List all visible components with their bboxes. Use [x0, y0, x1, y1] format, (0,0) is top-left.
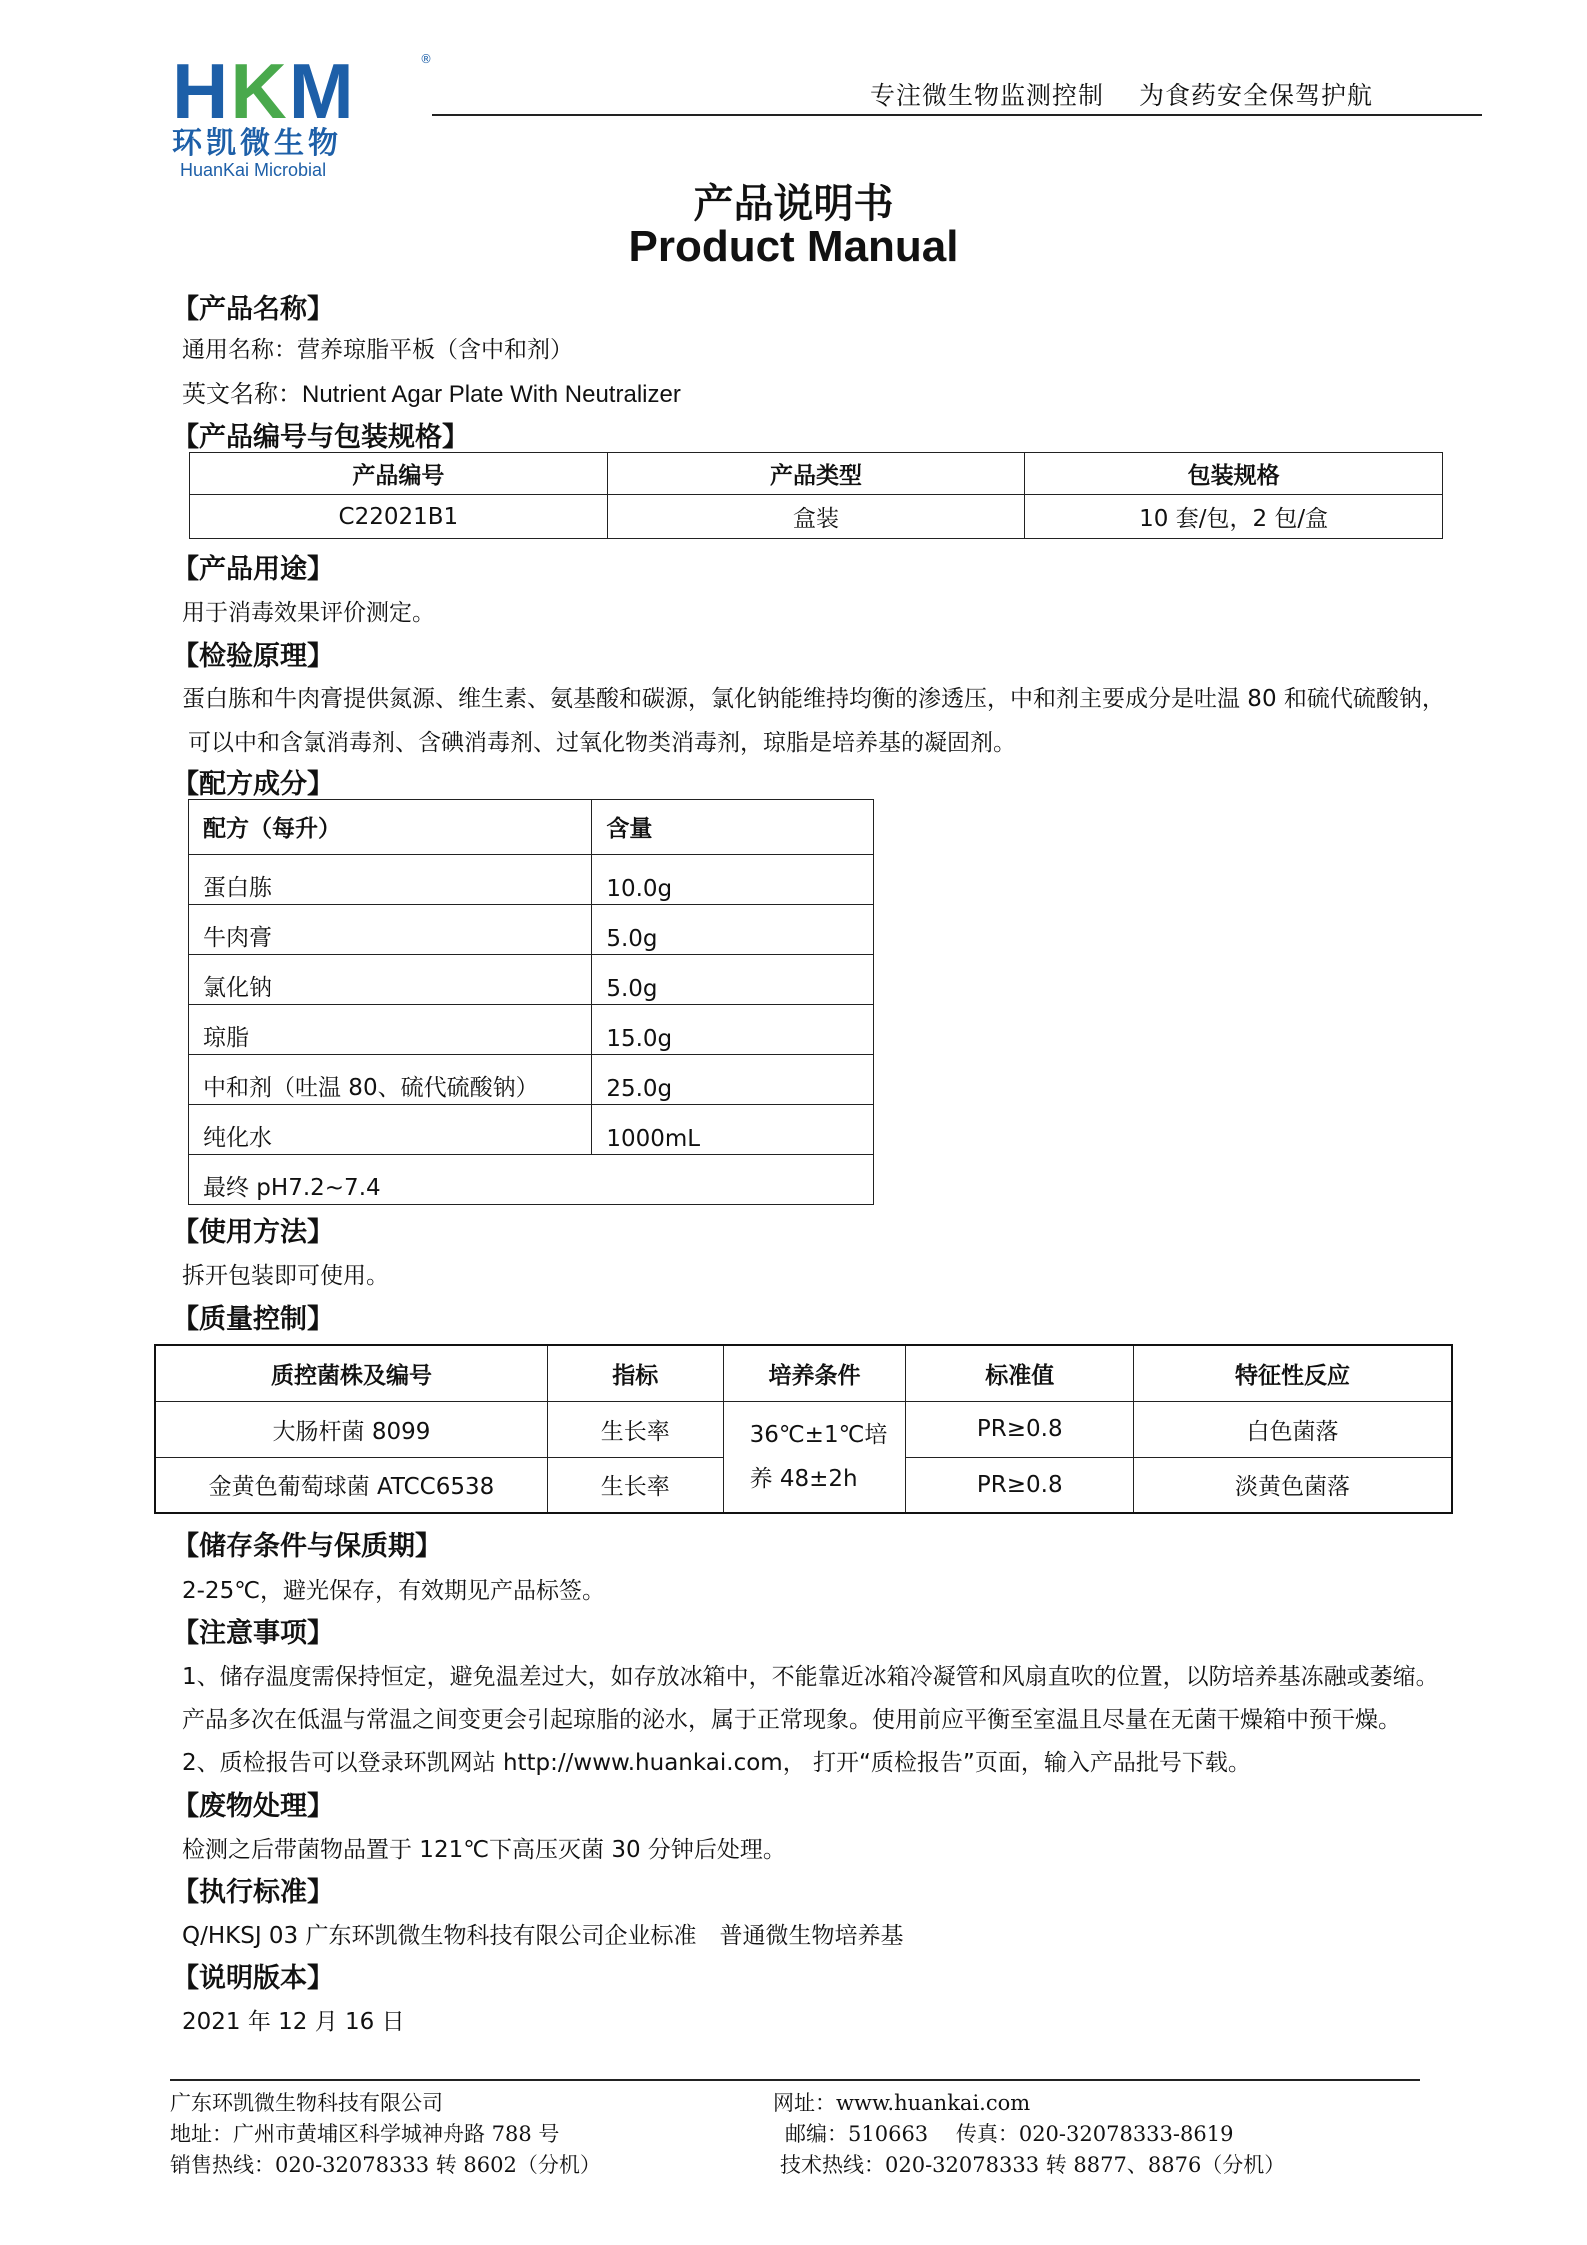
logo-english-name: HuanKai Microbial [180, 160, 327, 180]
indicator: 生长率 [547, 1457, 723, 1513]
table-header-row [189, 800, 874, 855]
footer-company: 广东环凯微生物科技有限公司 [170, 2091, 443, 2115]
standard-text: Q/HKSJ 03 广东环凯微生物科技有限公司企业标准 普通微生物培养基 [182, 1923, 904, 1949]
logo-mark: HKM [172, 47, 356, 135]
column-header: 包装规格 [1025, 453, 1443, 495]
table-row [189, 905, 874, 955]
section-heading-product-name: 【产品名称】 [172, 294, 334, 325]
package-spec: 10 套/包，2 包/盒 [1025, 495, 1443, 539]
section-heading-qc: 【质量控制】 [172, 1304, 334, 1335]
indicator: 生长率 [547, 1401, 723, 1457]
section-heading-principle: 【检验原理】 [172, 641, 334, 672]
disposal-text: 检测之后带菌物品置于 121℃下高压灭菌 30 分钟后处理。 [182, 1837, 786, 1863]
company-logo [172, 47, 432, 180]
column-header: 质控菌株及编号 [155, 1345, 547, 1401]
section-heading-usage: 【产品用途】 [172, 554, 334, 585]
characteristic-reaction: 淡黄色菌落 [1134, 1457, 1452, 1513]
section-heading-method: 【使用方法】 [172, 1217, 334, 1248]
principle-line-2: 可以中和含氯消毒剂、含碘消毒剂、过氧化物类消毒剂，琼脂是培养基的凝固剂。 [188, 730, 1016, 756]
ingredient: 琼脂 [189, 1005, 592, 1055]
section-heading-formula: 【配方成分】 [172, 769, 334, 800]
table-row [189, 855, 874, 905]
page-title-en: Product Manual [628, 222, 959, 271]
column-header: 指标 [547, 1345, 723, 1401]
strain: 大肠杆菌 8099 [155, 1401, 547, 1457]
column-header: 含量 [592, 800, 874, 855]
table-row [189, 1005, 874, 1055]
table-row [189, 1055, 874, 1105]
characteristic-reaction: 白色菌落 [1134, 1401, 1452, 1457]
section-heading-version: 【说明版本】 [172, 1963, 334, 1994]
slogan: 专注微生物监测控制 为食药安全保驾护航 [870, 81, 1373, 110]
table-row [189, 955, 874, 1005]
ingredient: 中和剂（吐温 80、硫代硫酸钠） [189, 1055, 592, 1105]
notes-line-3: 2、质检报告可以登录环凯网站 http://www.huankai.com， 打开“质检报告”页面，输入产品批号下载。 [182, 1750, 1251, 1776]
storage-text: 2-25℃，避光保存，有效期见产品标签。 [182, 1578, 606, 1604]
version-date: 2021 年 12 月 16 日 [182, 2009, 405, 2035]
standard-value: PR≥0.8 [906, 1457, 1134, 1513]
logo-chinese-name: 环凯微生物 [172, 126, 342, 161]
header-divider [432, 114, 1482, 116]
table-row [155, 1401, 1452, 1457]
section-heading-disposal: 【废物处理】 [172, 1791, 334, 1822]
amount: 1000mL [592, 1105, 874, 1155]
column-header: 培养条件 [723, 1345, 906, 1401]
section-heading-storage: 【储存条件与保质期】 [172, 1531, 442, 1562]
table-row [189, 1155, 874, 1205]
amount: 5.0g [592, 955, 874, 1005]
strain: 金黄色葡萄球菌 ATCC6538 [155, 1457, 547, 1513]
product-type: 盒装 [607, 495, 1025, 539]
ingredient: 纯化水 [189, 1105, 592, 1155]
method-text: 拆开包装即可使用。 [182, 1263, 389, 1289]
section-heading-notes: 【注意事项】 [172, 1618, 334, 1649]
section-heading-standard: 【执行标准】 [172, 1877, 334, 1908]
formula-table [188, 799, 874, 1205]
packaging-table [189, 452, 1443, 539]
ingredient: 氯化钠 [189, 955, 592, 1005]
ingredient: 蛋白胨 [189, 855, 592, 905]
footer-divider [170, 2079, 1420, 2081]
notes-line-2: 产品多次在低温与常温之间变更会引起琼脂的泌水，属于正常现象。使用前应平衡至室温且尽量在无菌干燥箱中预干燥。 [182, 1707, 1401, 1733]
section-heading-packaging: 【产品编号与包装规格】 [172, 422, 469, 453]
principle-line-1: 蛋白胨和牛肉膏提供氮源、维生素、氨基酸和碳源，氯化钠能维持均衡的渗透压，中和剂主要成分是吐温 80 和硫代硫酸钠， [182, 686, 1445, 712]
culture-condition-line-1: 36℃±1℃培 [749, 1421, 888, 1448]
amount: 5.0g [592, 905, 874, 955]
footer-website[interactable]: 网址：www.huankai.com [773, 2091, 1031, 2115]
qc-table [154, 1344, 1453, 1514]
registered-mark: ® [420, 52, 432, 66]
culture-condition [723, 1401, 906, 1513]
footer-address: 地址：广州市黄埔区科学城神舟路 788 号 [170, 2122, 560, 2146]
column-header: 特征性反应 [1134, 1345, 1452, 1401]
column-header: 产品类型 [607, 453, 1025, 495]
column-header: 标准值 [906, 1345, 1134, 1401]
footer-sales-hotline: 销售热线：020-32078333 转 8602（分机） [170, 2153, 601, 2177]
ingredient: 牛肉膏 [189, 905, 592, 955]
footer-postcode-fax: 邮编：510663 传真：020-32078333-8619 [785, 2122, 1234, 2146]
column-header: 配方（每升） [189, 800, 592, 855]
table-header-row [155, 1345, 1452, 1401]
amount: 25.0g [592, 1055, 874, 1105]
table-row [189, 1105, 874, 1155]
common-name: 通用名称：营养琼脂平板（含中和剂） [182, 337, 573, 363]
table-header-row [190, 453, 1443, 495]
footer-tech-hotline: 技术热线：020-32078333 转 8877、8876（分机） [780, 2153, 1286, 2177]
page-title-cn: 产品说明书 [693, 181, 894, 227]
usage-text: 用于消毒效果评价测定。 [182, 600, 435, 626]
english-name: 英文名称：Nutrient Agar Plate With Neutralizer [182, 381, 681, 408]
final-ph: 最终 pH7.2~7.4 [189, 1155, 874, 1205]
culture-condition-line-2: 养 48±2h [749, 1465, 858, 1492]
amount: 15.0g [592, 1005, 874, 1055]
column-header: 产品编号 [190, 453, 608, 495]
notes-line-1: 1、储存温度需保持恒定，避免温差过大，如存放冰箱中，不能靠近冰箱冷凝管和风扇直吹的位置，以防培养基冻融或萎缩。 [182, 1664, 1439, 1690]
product-code: C22021B1 [190, 495, 608, 539]
table-row [190, 495, 1443, 539]
amount: 10.0g [592, 855, 874, 905]
standard-value: PR≥0.8 [906, 1401, 1134, 1457]
